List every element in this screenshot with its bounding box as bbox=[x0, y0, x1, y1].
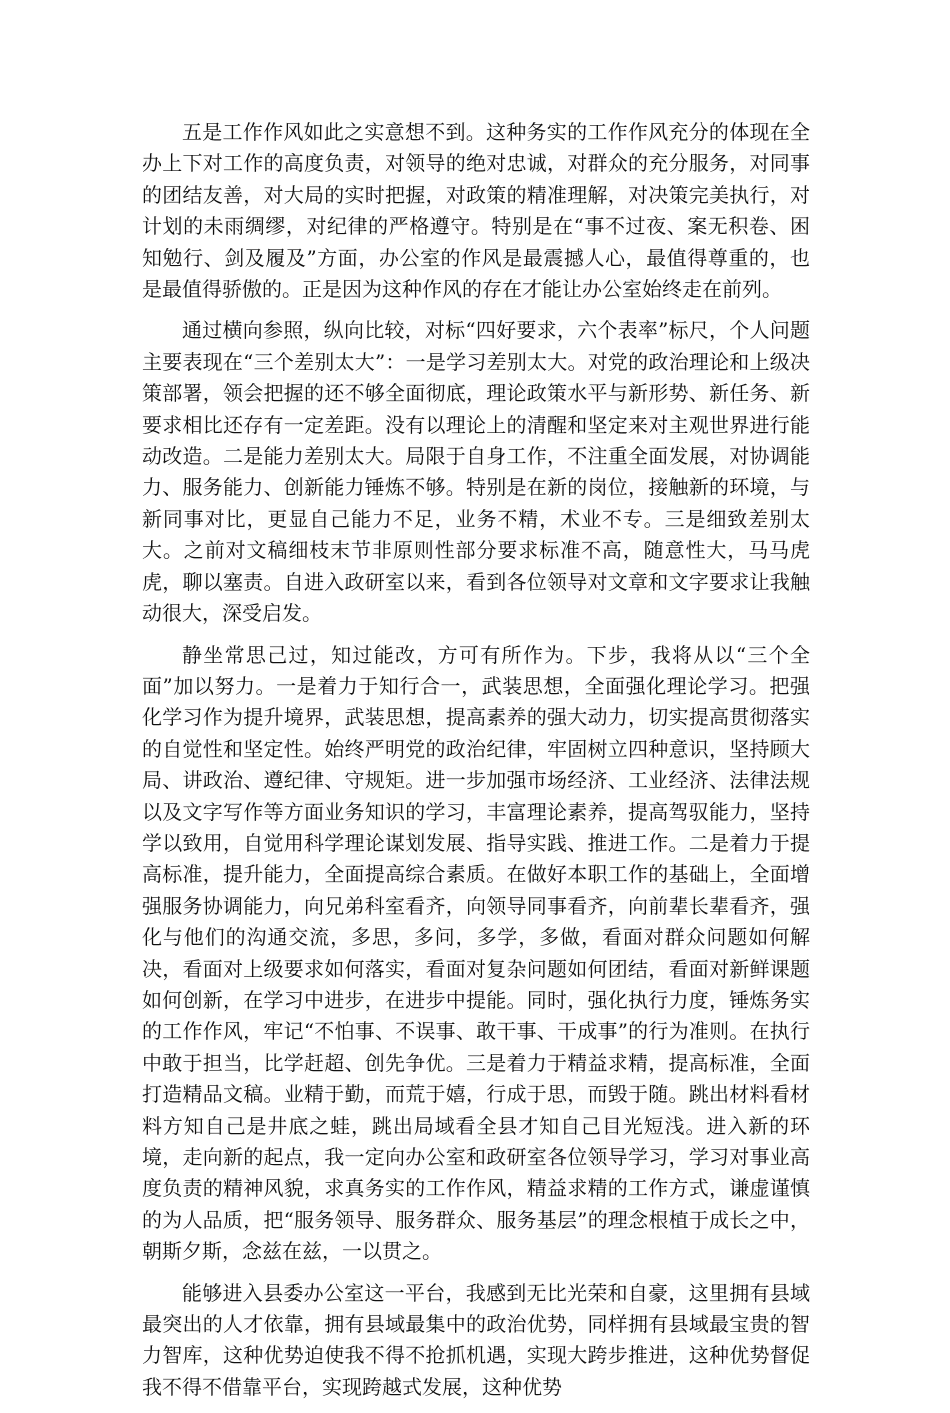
paragraph-improvement-plan: 静坐常思己过，知过能改，方可有所作为。下步，我将从以“三个全面”加以努力。一是着力于知行合一，武装思想，全面强化理论学习。把强化学习作为提升境界，武装思想，提高素养的强大动力，切实提高贯彻落实的自觉性和坚定性。始终严明党的政治纪律，牢固树立四种意识，坚持顾大局、讲政治、遵纪律、守规矩。进一步加强市场经济、工业经济、法律法规以及文字写作等方面业务知识的学习，丰富理论素养，提高驾驭能力，坚持学以致用，自觉用科学理论谋划发展、指导实践、推进工作。二是着力于提高标准，提升能力，全面提高综合素质。在做好本职工作的基础上，全面增强服务协调能力，向兄弟科室看齐，向领导同事看齐，向前辈长辈看齐，强化与他们的沟通交流，多思，多问，多学，多做，看面对群众问题如何解决，看面对上级要求如何落实，看面对复杂问题如何团结，看面对新鲜课题如何创新，在学习中进步，在进步中提能。同时，强化执行力度，锤炼务实的工作作风，牢记“不怕事、不误事、敢干事、干成事”的行为准则。在执行中敢于担当，比学赶超、创先争优。三是着力于精益求精，提高标准，全面打造精品文稿。业精于勤，而荒于嬉，行成于思，而毁于随。跳出材料看材料方知自己是井底之蛙，跳出局域看全县才知自己目光短浅。进入新的环境，走向新的起点，我一定向办公室和政研室各位领导学习，学习对事业高度负责的精神风貌，求真务实的工作作风，精益求精的工作方式，谦虚谨慎的为人品质，把“服务领导、服务群众、服务基层”的理念根植于成长之中，朝斯夕斯，念兹在兹，一以贯之。 bbox=[142, 642, 810, 1264]
document-body bbox=[142, 117, 810, 1413]
paragraph-personal-problems: 通过横向参照，纵向比较，对标“四好要求，六个表率”标尺，个人问题主要表现在“三个差别太大”：一是学习差别太大。对党的政治理论和上级决策部署，领会把握的还不够全面彻底，理论政策水平与新形势、新任务、新要求相比还存有一定差距。没有以理论上的清醒和坚定来对主观世界进行能动改造。二是能力差别太大。局限于自身工作，不注重全面发展，对协调能力、服务能力、创新能力锤炼不够。特别是在新的岗位，接触新的环境，与新同事对比，更显自己能力不足，业务不精，术业不专。三是细致差别太大。之前对文稿细枝末节非原则性部分要求标准不高，随意性大，马马虎虎，聊以塞责。自进入政研室以来，看到各位领导对文章和文字要求让我触动很大，深受启发。 bbox=[142, 318, 810, 626]
paragraph-work-style: 五是工作作风如此之实意想不到。这种务实的工作作风充分的体现在全办上下对工作的高度负责，对领导的绝对忠诚，对群众的充分服务，对同事的团结友善，对大局的实时把握，对政策的精准理解，对决策完美执行，对计划的未雨绸缪，对纪律的严格遵守。特别是在“事不过夜、案无积卷、困知勉行、剑及履及”方面，办公室的作风是最震撼人心，最值得尊重的，也是最值得骄傲的。正是因为这种作风的存在才能让办公室始终走在前列。 bbox=[142, 120, 810, 302]
paragraph-platform-advantages: 能够进入县委办公室这一平台，我感到无比光荣和自豪，这里拥有县域最突出的人才依靠，拥有县域最集中的政治优势，同样拥有县域最宝贵的智力智库，这种优势迫使我不得不抢抓机遇，实现大跨步推进，这种优势督促我不得不借靠平台，实现跨越式发展，这种优势 bbox=[142, 1280, 810, 1399]
